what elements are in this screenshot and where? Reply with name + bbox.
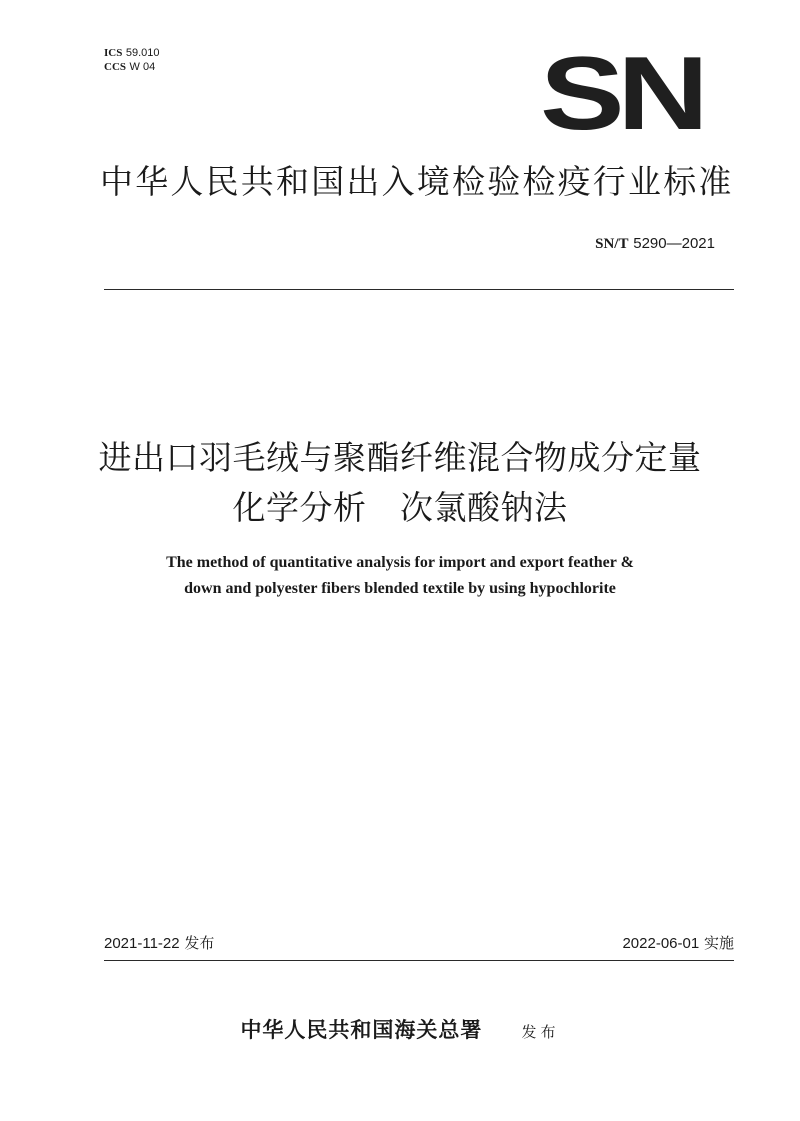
- effective-date: [622, 933, 734, 954]
- title-en-line1: The method of quantitative analysis for import and export feather &: [166, 554, 634, 571]
- ccs-label: CCS: [104, 61, 127, 73]
- ccs-value: W 04: [129, 61, 156, 73]
- sn-logo: SN: [540, 36, 702, 152]
- classification-codes: [104, 46, 160, 74]
- issue-date-label: 发布: [184, 934, 215, 952]
- publisher-action: 发布: [521, 1023, 560, 1041]
- title-en-line2: down and polyester fibers blended textile by using hypochlorite: [184, 580, 616, 597]
- effective-date-value: 2022-06-01: [622, 935, 700, 952]
- ics-label: ICS: [104, 47, 123, 59]
- issuer-header: 中华人民共和国出入境检验检疫行业标准: [100, 162, 734, 201]
- standard-number: [595, 233, 715, 254]
- issue-date: [104, 933, 214, 954]
- standard-prefix: SN/T: [595, 236, 629, 252]
- ccs-code: [104, 60, 160, 74]
- header-divider: [104, 289, 734, 290]
- standard-code: 5290—2021: [633, 235, 715, 252]
- title-zh-line1: 进出口羽毛绒与聚酯纤维混合物成分定量: [98, 438, 702, 477]
- footer-divider: [104, 960, 734, 961]
- effective-date-label: 实施: [703, 934, 734, 952]
- title-zh-line2: 化学分析 次氯酸钠法: [232, 488, 568, 527]
- issue-date-value: 2021-11-22: [104, 935, 180, 952]
- ics-value: 59.010: [125, 47, 160, 59]
- publisher-organization: 中华人民共和国海关总署: [240, 1017, 483, 1042]
- ics-code: [104, 46, 160, 60]
- publisher: [0, 1014, 800, 1044]
